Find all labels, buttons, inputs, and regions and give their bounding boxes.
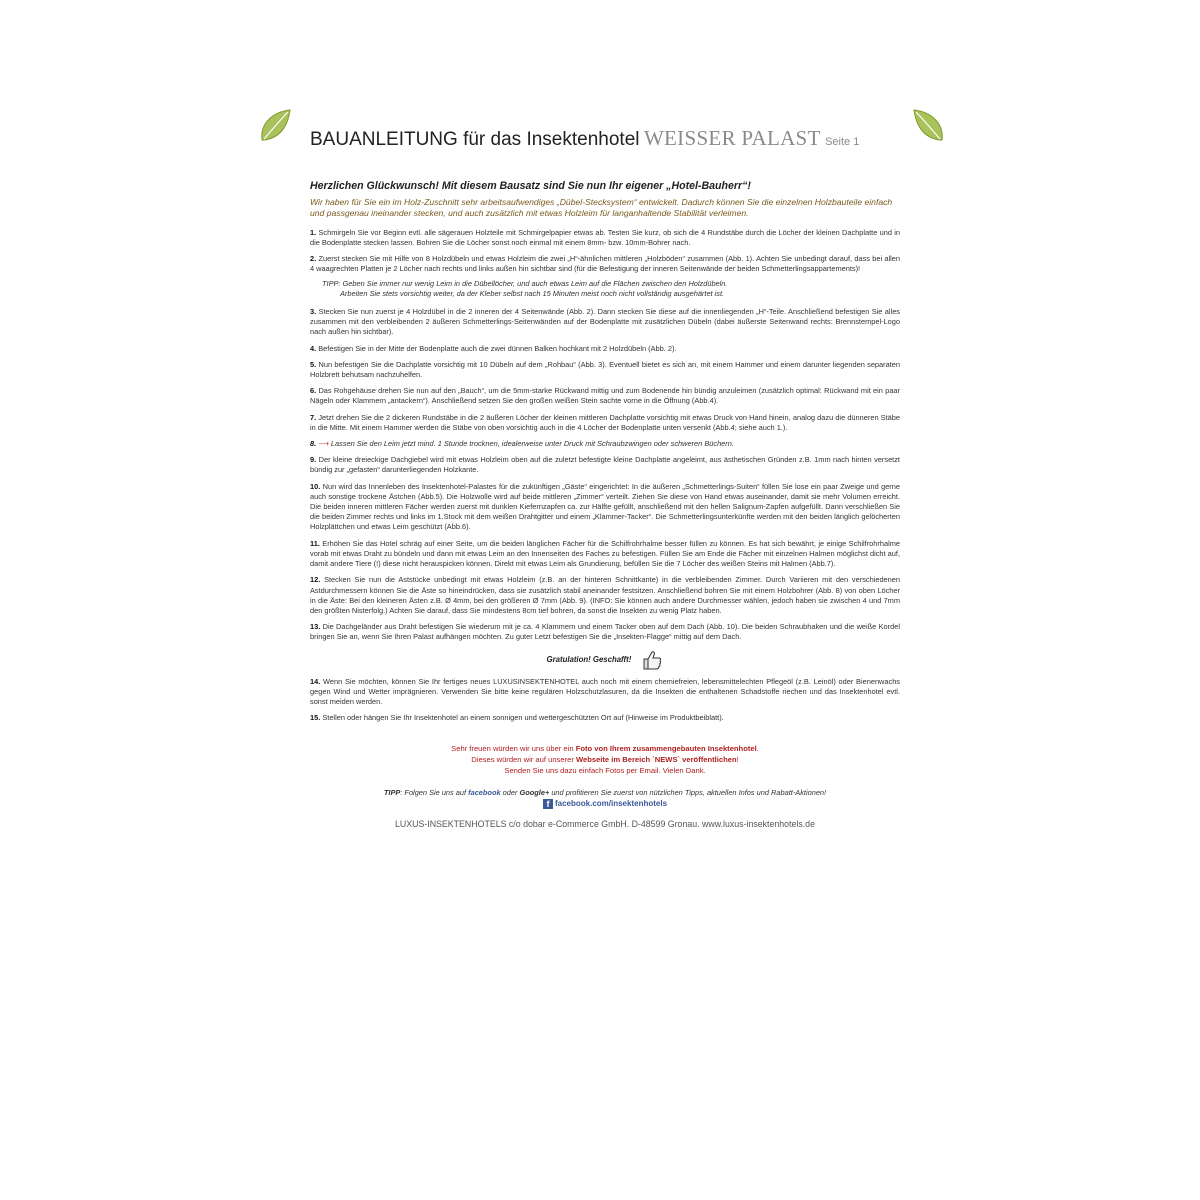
step-7 [310,413,900,433]
step-number: 3. [310,307,317,317]
step-number: 10. [310,481,321,491]
step-text: Zuerst stecken Sie mit Hilfe von 8 Holzdübeln und etwas Holzleim die zwei „H“-ähnlichen mittleren „Holzböden“ zusammen (Abb. 1). Achten Sie unbedingt darauf, dass bei allen 4 waagrechten Platten je 2 Löcher nach rechts und links außen hin sichtbar sind (für die Befestigung der inneren Seitenwände der beiden Schmetterlingsappartements)! [310,254,900,274]
footer-tip-text: oder [500,788,520,798]
closing-text: . [756,744,759,754]
step-text: Die Dachgeländer aus Draht befestigen Sie wiederum mit je ca. 4 Klammern und einem Tacker oben auf dem Dach (Abb. 10). Die beiden Schraubhaken und die weiße Kordel bringen Sie an, wenn Sie Ihren Palast aufhängen möchten. Zu guter Letzt befestigen Sie die „Insekten-Flagge“ mittig auf dem Dach. [310,622,900,642]
step-text: Schmirgeln Sie vor Beginn evtl. alle sägerauen Holzteile mit Schmirgelpapier etwas ab. Testen Sie kurz, ob sich die 4 Rundstäbe durch die Löcher der kleinen Dachplatte und in die Bodenplatte stecken lassen. Bohren Sie die Löcher sonst noch einmal mit einem 8mm- bzw. 10mm-Bohrer nach. [310,227,900,248]
closing-line-3: Senden Sie uns dazu einfach Fotos per Email. Vielen Dank. [504,766,706,776]
step-text: Lassen Sie den Leim jetzt mind. 1 Stunde trocknen, idealerweise unter Druck mit Schraubzwingen oder schweren Büchern. [330,439,734,449]
page-title [310,126,910,151]
step-number: 2. [310,254,317,264]
step-4 [310,344,900,354]
step-5 [310,360,900,380]
thumbs-up-icon [641,649,663,671]
step-text: Stecken Sie nun die Aststücke unbedingt mit etwas Holzleim (z.B. an der hinteren Schnittkante) in die verbleibenden Zimmer. Durch Variieren mit den verschiedenen Astdurchmessern können Sie die Äste so hineindrücken, dass sie zusätzlich stabil aneinander festsitzen. Anschließend bohren Sie mit einem Holzbohrer (Abb. 8) von oben Löcher in die Äste: Bei den kleineren Ästen z.B. Ø 4mm, bei den größeren Ø 7mm (Abb. 9). (INFO: Sie können auch andere Durchmesser wählen, jedoch haben sie zwischen 4 und 7mm den größten Nisterfolg.) Achten Sie darauf, dass Sie mindestens 8cm tief bohren, da sonst die Insekten zu wenig Platz haben. [310,575,900,615]
facebook-line [310,799,900,809]
step-6 [310,386,900,406]
step-10 [310,482,900,533]
step-number: 6. [310,386,317,396]
step-2 [310,254,900,274]
facebook-icon: f [543,799,553,809]
closing-line-2 [310,754,900,765]
step-text: Erhöhen Sie das Hotel schräg auf einer Seite, um die beiden länglichen Fächer für die Schilfrohrhalme besser füllen zu können. Es hat sich bewährt, je einige Schilfrohrhalme vorab mit etwas Draht zu bündeln und dann mit etwas Leim an den Innenseiten des Faches zu befestigen. Füllen Sie am Ende die Fächer mit einzelnen Halmen möglichst dicht auf, damit andere Tiere (!) diese nicht herauspicken können. Direkt mit etwas Leim als Grundierung, befüllen Sie die 7 Löcher des weißen Steins mit Halmen (Abb.7). [310,538,900,569]
leaf-icon [258,106,294,146]
closing-text: Dieses würden wir auf unserer [471,755,576,765]
closing-line-1 [310,743,900,754]
congrats-text: Gratulation! Geschafft! [546,654,632,664]
step-text: Stecken Sie nun zuerst je 4 Holzdübel in die 2 inneren der 4 Seitenwände (Abb. 2). Dann stecken Sie diese auf die innenliegenden „H“-Teile. Anschließend befestigen Sie alles zusammen mit den verbleibenden 2 äußeren Schmetterlings-Seitenwänden auf der Bodenplatte mit zusätzlichen Dübeln (dabei äußerste Seitenwand rechts: Brennstempel-Logo nach außen hin sichtbar). [310,307,901,337]
leaf-icon [910,106,946,146]
step-15 [310,713,900,723]
tip-line: Arbeiten Sie stets vorsichtig weiter, da der Kleber selbst nach 15 Minuten meist noch nicht vollständig ausgehärtet ist. [340,288,725,298]
step-text: Stellen oder hängen Sie Ihr Insektenhotel an einem sonnigen und wettergeschützten Ort auf (Hinweise im Produktbeiblatt). [322,713,724,723]
closing-text: Sehr freuen würden wir uns über ein [451,744,576,754]
google-plus-link[interactable]: Google+ [519,788,550,798]
step-3 [310,307,900,338]
step-number: 11. [310,538,320,548]
closing-highlight: Foto von Ihrem zusammengebauten Insektenhotel [575,744,757,754]
step-number: 13. [310,622,321,632]
tip-line: TIPP: Geben Sie immer nur wenig Leim in die Dübellöcher, und auch etwas Leim auf die Flächen zwischen den Holzdübeln. [322,278,728,288]
step-1 [310,228,900,248]
footer-tip [310,788,900,797]
closing-text: ! [736,755,739,765]
closing-message [310,743,900,776]
congrats-line [310,649,900,671]
step-number: 5. [310,359,317,369]
title-page-number: Seite 1 [825,136,860,148]
footer-tip-label: TIPP [383,788,401,798]
document-content [310,180,900,838]
step-text: Nun befestigen Sie die Dachplatte vorsichtig mit 10 Dübeln auf dem „Rohbau“ (Abb. 3). Eventuell bietet es sich an, mit einem Hammer und einem darunter liegenden separaten Holzbrett behutsam nachzuhelfen. [310,359,901,380]
step-number: 14. [310,676,321,686]
step-text: Wenn Sie möchten, können Sie Ihr fertiges neues LUXUSINSEKTENHOTEL auch noch mit einem chemiefreien, lebensmittelechten Pflegeöl (z.B. Leinöl) oder Bienenwachs gegen Wind und Wetter imprägnieren. Verwenden Sie bitte keine regulären Holzschutzlasuren, da die Insekten die enthaltenen Schadstoffe riechen und das Insektenhotel evtl. sonst meiden werden. [310,676,901,706]
facebook-url-link[interactable]: facebook.com/insektenhotels [554,799,668,809]
step-11 [310,539,900,570]
step-number: 9. [310,455,317,465]
imprint: LUXUS-INSEKTENHOTELS c/o dobar e-Commerce GmbH. D-48599 Gronau. www.luxus-insektenhotels.de [395,819,815,830]
step-14 [310,677,900,708]
step-text: Jetzt drehen Sie die 2 dickeren Rundstäbe in die 2 äußeren Löcher der kleinen mittleren Dachplatte vorsichtig mit etwas Druck von Hand hinein, analog dazu die dünneren Stäbe in die Mitte. Mit einem Hammer werden die Stäbe von oben vorsichtig auch in die 4 Löcher der Bodenplatte unten versenkt (Abb.4; siehe auch 1.). [310,412,900,432]
document-page [300,100,905,1100]
step-12 [310,575,900,616]
title-brand: WEISSER PALAST [643,126,821,150]
step-9 [310,455,900,475]
step-number: 1. [310,227,317,237]
step-number: 12. [310,575,321,585]
step-number: 8. [310,439,317,449]
arrow-right-icon: ⟶ [318,439,329,449]
step-number: 4. [310,343,317,353]
tip-box [322,279,900,299]
step-8 [310,439,900,449]
step-number: 7. [310,412,317,422]
step-text: Nun wird das Innenleben des Insektenhotel-Palastes für die zukünftigen „Gäste“ eingerichtet: In die äußeren „Schmetterlings-Suiten“ füllen Sie lose ein paar Zweige und gerne auch sonstige trockene Ästchen (Abb.5). Die Holzwolle wird auf beide mittleren „Zimmer“ verteilt. Ziehen Sie diese von Hand etwas auseinander, damit sie mehr Volumen erreicht. Die beiden inneren mittleren Fächer werden zuerst mit dunklen Kiefernzapfen ca. zur Hälfte gefüllt, anschließend mit den hellen Salignum-Zapfen aufgefüllt. Dann verschließen Sie die beiden Zimmer rechts und links im 1.Stock mit dem weißen Drahtgitter und einem „Klammer-Tacker“. Die Schmetterlingsunterkünfte werden mit den beiden länglich gelöcherten Holzplättchen und etwas Leim geschützt (Abb.6). [310,481,900,532]
step-text: Das Rohgehäuse drehen Sie nun auf den „Bauch“, um die 5mm-starke Rückwand mittig und zum Bodenende hin bündig anzuleimen (zusätzlich optimal: Rückwand mit ein paar Nägeln oder Klammern „antackern“). Anschließend setzen Sie den großen weißen Stein sachte vorne in die Öffnung (Abb.4). [310,386,900,406]
step-text: Befestigen Sie in der Mitte der Bodenplatte auch die zwei dünnen Balken hochkant mit 2 Holzdübeln (Abb. 2). [318,343,677,353]
step-number: 15. [310,713,321,723]
headline: Herzlichen Glückwunsch! Mit diesem Bausatz sind Sie nun Ihr eigener „Hotel-Bauherr“! [310,180,751,192]
title-main: BAUANLEITUNG für das Insektenhotel [310,129,640,150]
facebook-link[interactable]: facebook [468,788,501,798]
closing-highlight: Webseite im Bereich `NEWS` veröffentlichen [575,755,737,765]
step-text: Der kleine dreieckige Dachgiebel wird mit etwas Holzleim oben auf die zuletzt befestigte kleine Dachplatte angeleimt, aus ästhetischen Gründen z.B. 1mm nach hinten versetzt bündig zur „gefasten“ darunterliegenden Holzkante. [310,455,900,475]
step-13 [310,622,900,642]
intro-text: Wir haben für Sie ein im Holz-Zuschnitt sehr arbeitsaufwendiges „Dübel-Stecksystem“ entwickelt. Dadurch können Sie die einzelnen Holzbauteile einfach und passgenau ineinander stecken, und auch zusätzlich mit etwas Holzleim für langanhaltende Stabilität verleimen. [310,197,893,219]
footer-tip-text: und profitieren Sie zuerst von nützlichen Tipps, aktuellen Infos und Rabatt-Aktionen! [549,788,827,798]
footer-tip-text: : Folgen Sie uns auf [400,788,469,798]
